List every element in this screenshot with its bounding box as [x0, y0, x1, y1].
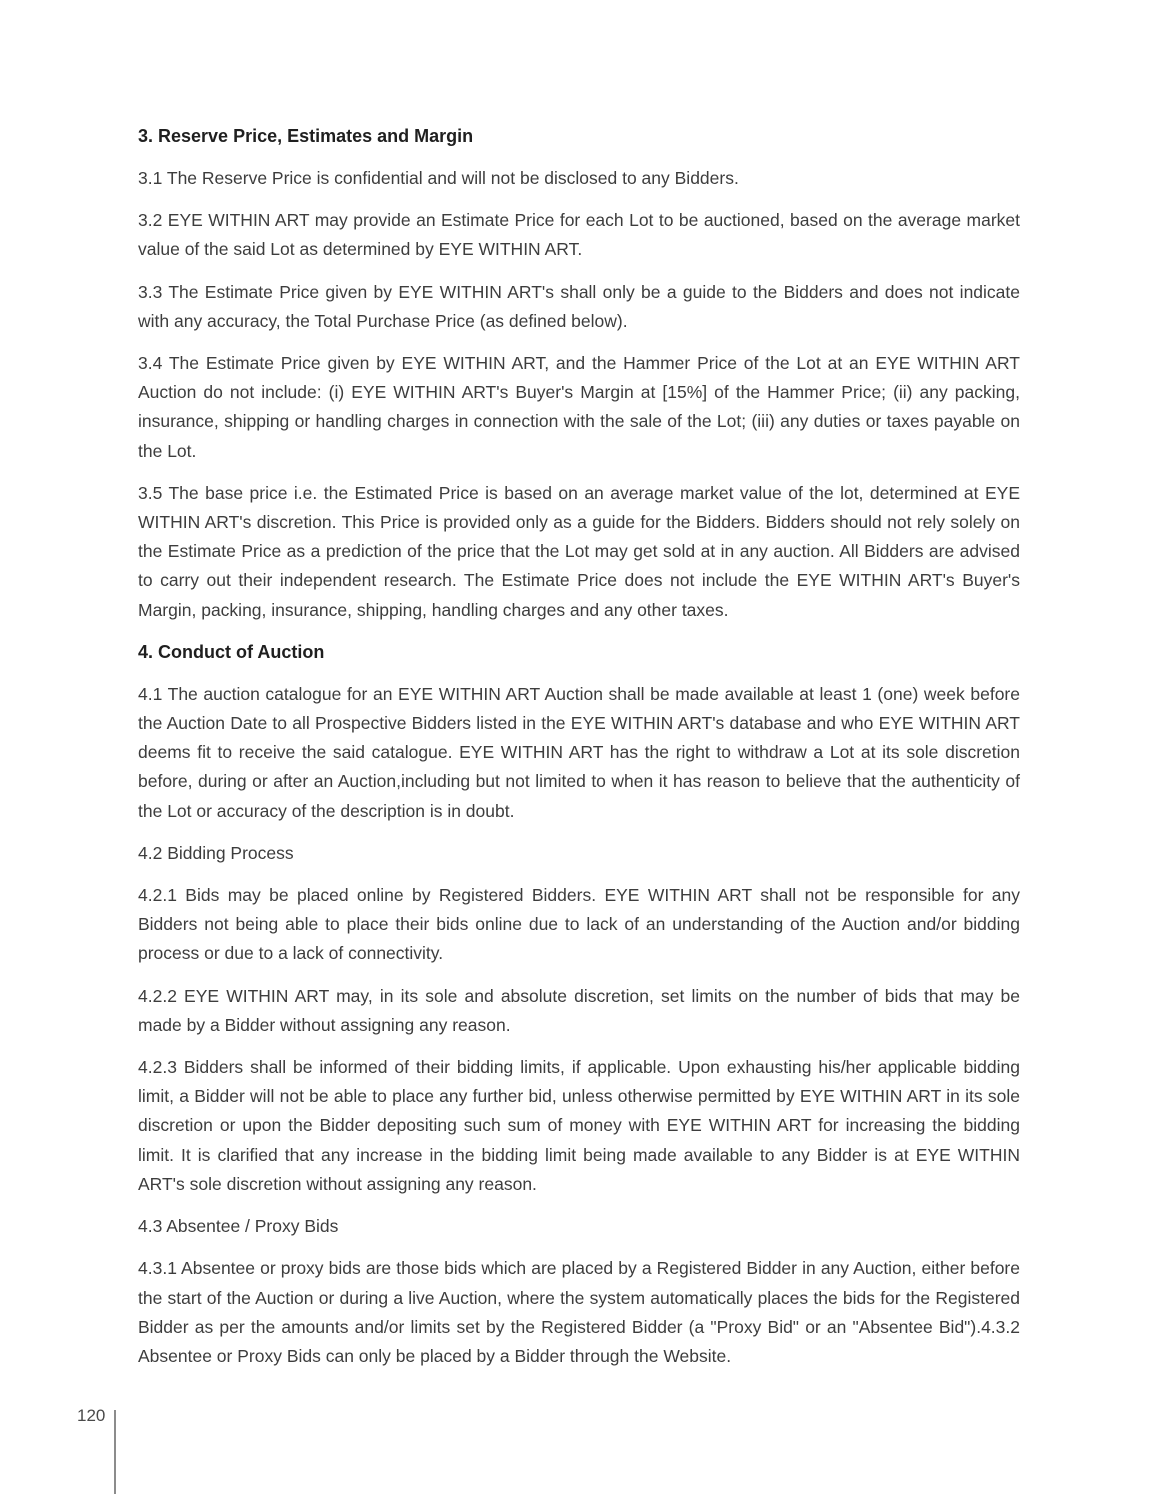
- section-heading-reserve-price: 3. Reserve Price, Estimates and Margin: [138, 126, 474, 146]
- page-footer-rule: [114, 1410, 116, 1494]
- clause-4-2-1: 4.2.1 Bids may be placed online by Registered Bidders. EYE WITHIN ART shall not be responsible for any Bidders not being able to place their bids online due to lack of an understanding of the Auction and/or bidding process or due to a lack of connectivity.: [138, 885, 1020, 964]
- clause-4-1: 4.1 The auction catalogue for an EYE WITHIN ART Auction shall be made available at least 1 (one) week before the Auction Date to all Prospective Bidders listed in the EYE WITHIN ART's database and who EYE WITHIN ART deems fit to receive the said catalogue. EYE WITHIN ART has the right to withdraw a Lot at its sole discretion before, during or after an Auction,including but not limited to when it has reason to believe that the authenticity of the Lot or accuracy of the description is in doubt.: [138, 683, 1020, 821]
- clause-4-2-3: 4.2.3 Bidders shall be informed of their bidding limits, if applicable. Upon exhausting his/her applicable bidding limit, a Bidder will not be able to place any further bid, unless otherwise permitted by EYE WITHIN ART in its sole discretion or upon the Bidder depositing such sum of money with EYE WITHIN ART for increasing the bidding limit. It is clarified that any increase in the bidding limit being made available to any Bidder is at EYE WITHIN ART's sole discretion without assigning any reason.: [138, 1057, 1020, 1194]
- clause-4-3-heading: 4.3 Absentee / Proxy Bids: [138, 1216, 339, 1237]
- clause-3-5: 3.5 The base price i.e. the Estimated Price is based on an average market value of the lot, determined at EYE WITHIN ART's discretion. This Price is provided only as a guide for the Bidders. Bidders should not rely solely on the Estimate Price as a prediction of the price that the Lot may get sold at in any auction. All Bidders are advised to carry out their independent research. The Estimate Price does not include the EYE WITHIN ART's Buyer's Margin, packing, insurance, shipping, handling charges and any other taxes.: [138, 482, 1020, 620]
- clause-4-2-heading: 4.2 Bidding Process: [138, 842, 294, 863]
- clause-4-2-2: 4.2.2 EYE WITHIN ART may, in its sole and absolute discretion, set limits on the number of bids that may be made by a Bidder without assigning any reason.: [138, 985, 1020, 1035]
- section-heading-conduct-of-auction: 4. Conduct of Auction: [138, 641, 325, 662]
- clause-3-4: 3.4 The Estimate Price given by EYE WITHIN ART, and the Hammer Price of the Lot at an EYE WITHIN ART Auction do not include: (i) EYE WITHIN ART's Buyer's Margin at [15%] of the Hammer Price; (ii) any packing, insurance, shipping or handling charges in connection with the sale of the Lot; (iii) any duties or taxes payable on the Lot.: [138, 353, 1020, 461]
- clause-3-3: 3.3 The Estimate Price given by EYE WITHIN ART's shall only be a guide to the Bidders and does not indicate with any accuracy, the Total Purchase Price (as defined below).: [138, 281, 1020, 331]
- clause-3-1: 3.1 The Reserve Price is confidential and will not be disclosed to any Bidders.: [138, 168, 739, 188]
- clause-4-3-1: 4.3.1 Absentee or proxy bids are those bids which are placed by a Registered Bidder in any Auction, either before the start of the Auction or during a live Auction, where the system automatically places the bids for the Registered Bidder as per the amounts and/or limits set by the Registered Bidder (a "Proxy Bid" or an "Absentee Bid").4.3.2 Absentee or Proxy Bids can only be placed by a Bidder through the Website.: [138, 1258, 1020, 1366]
- document-body: [138, 122, 1020, 1384]
- clause-3-2: 3.2 EYE WITHIN ART may provide an Estimate Price for each Lot to be auctioned, based on the average market value of the said Lot as determined by EYE WITHIN ART.: [138, 210, 1020, 260]
- page-number: 120: [77, 1406, 106, 1425]
